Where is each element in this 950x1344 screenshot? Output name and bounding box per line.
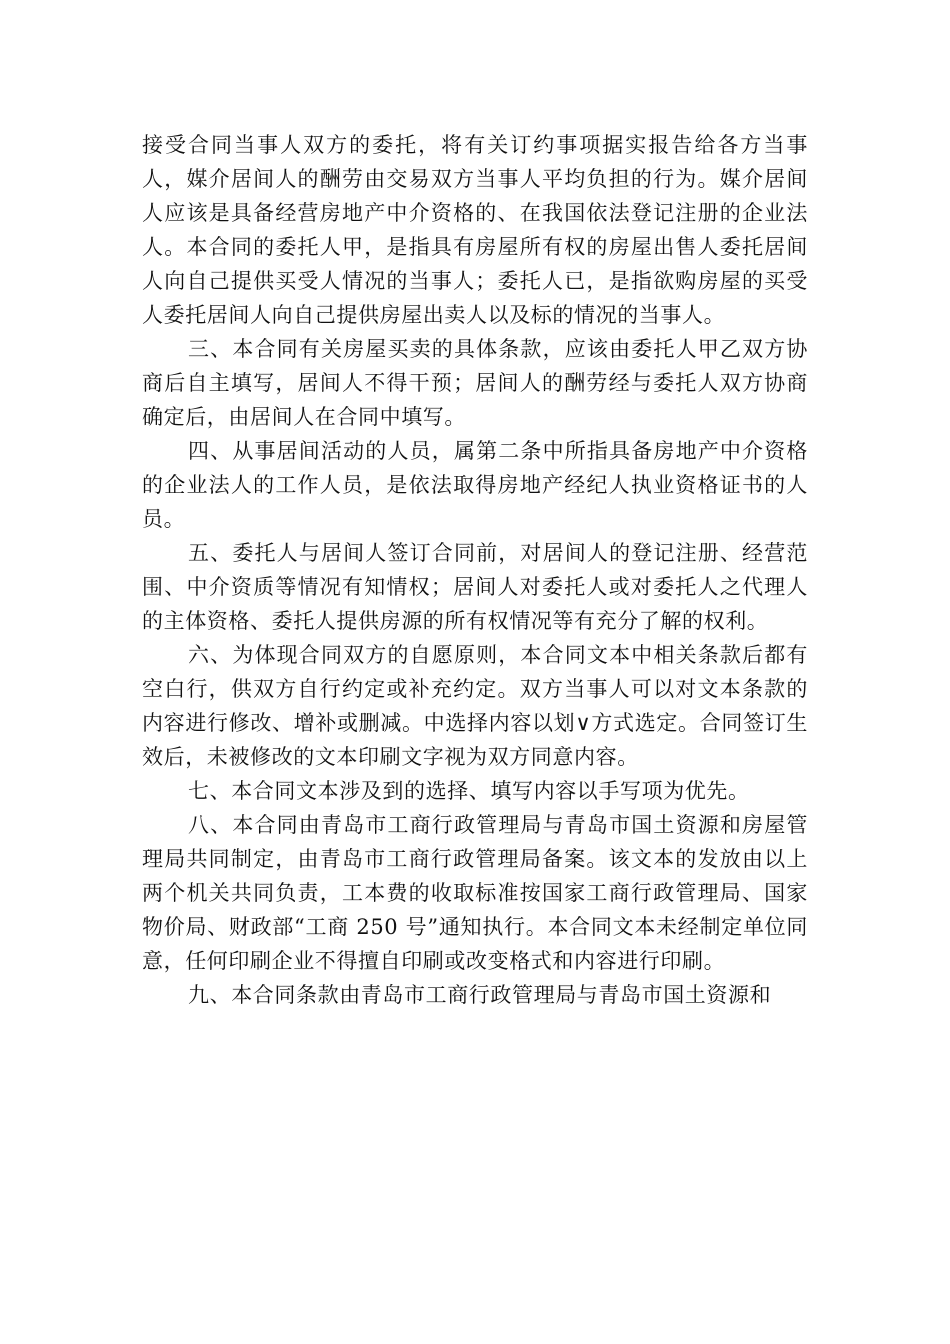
paragraph-clause-6: 六、为体现合同双方的自愿原则，本合同文本中相关条款后都有空白行，供双方自行约定或补充约定。双方当事人可以对文本条款的内容进行修改、增补或删减。中选择内容以划∨方式选定。合同签订生效后，未被修改的文本印刷文字视为双方同意内容。 <box>142 643 808 769</box>
paragraph-clause-4: 四、从事居间活动的人员，属第二条中所指具备房地产中介资格的企业法人的工作人员，是依法取得房地产经纪人执业资格证书的人员。 <box>142 439 808 531</box>
document-body <box>142 128 808 1012</box>
paragraph-clause-9: 九、本合同条款由青岛市工商行政管理局与青岛市国土资源和 <box>188 983 772 1007</box>
paragraph-continuation: 接受合同当事人双方的委托，将有关订约事项据实报告给各方当事人，媒介居间人的酬劳由交易双方当事人平均负担的行为。媒介居间人应该是具备经营房地产中介资格的、在我国依法登记注册的企业法人。本合同的委托人甲，是指具有房屋所有权的房屋出售人委托居间人向自己提供买受人情况的当事人；委托人已，是指欲购房屋的买受人委托居间人向自己提供房屋出卖人以及标的情况的当事人。 <box>142 133 808 327</box>
paragraph-clause-8: 八、本合同由青岛市工商行政管理局与青岛市国土资源和房屋管理局共同制定，由青岛市工商行政管理局备案。该文本的发放由以上两个机关共同负责，工本费的收取标准按国家工商行政管理局、国家物价局、财政部“工商 250 号”通知执行。本合同文本未经制定单位同意，任何印刷企业不得擅自印刷或改变格式和内容进行印刷。 <box>142 813 808 973</box>
paragraph-clause-7: 七、本合同文本涉及到的选择、填写内容以手写项为优先。 <box>188 779 750 803</box>
paragraph-clause-3: 三、本合同有关房屋买卖的具体条款，应该由委托人甲乙双方协商后自主填写，居间人不得干预；居间人的酬劳经与委托人双方协商确定后，由居间人在合同中填写。 <box>142 337 808 429</box>
paragraph-clause-5: 五、委托人与居间人签订合同前，对居间人的登记注册、经营范围、中介资质等情况有知情权；居间人对委托人或对委托人之代理人的主体资格、委托人提供房源的所有权情况等有充分了解的权利。 <box>142 541 808 633</box>
